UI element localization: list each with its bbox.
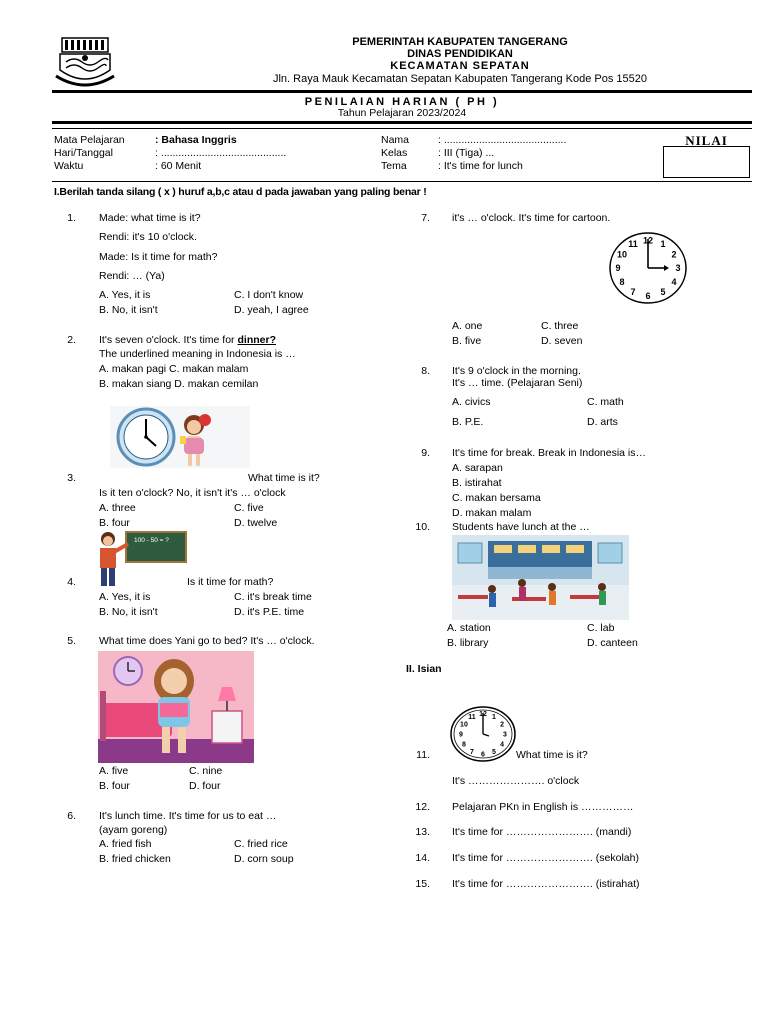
q12-line1[interactable]: Pelajaran PKn in English is …………… (452, 801, 634, 813)
info-rule-top (52, 128, 752, 129)
clock-numeral: 4 (671, 276, 677, 287)
q2-options-ac[interactable]: A. makan pagi C. makan malam (99, 363, 249, 375)
clock-numeral: 8 (461, 741, 466, 749)
clock-numeral: 6 (645, 290, 651, 301)
nama-label: Nama (381, 134, 410, 146)
clock-numeral: 10 (617, 249, 628, 260)
q5-illustration (98, 651, 254, 763)
q11-clock (449, 705, 517, 763)
clock-numeral: 5 (492, 748, 496, 756)
q6-number: 6. (67, 810, 76, 822)
kelas-value: : III (Tiga) ... (438, 147, 495, 159)
clock-numeral: 3 (675, 263, 681, 274)
q14-line1[interactable]: It's time for ……………………. (sekolah) (452, 852, 639, 864)
q3-number: 3. (67, 472, 76, 484)
clock-numeral: 6 (481, 751, 485, 759)
q9-option-d[interactable]: D. makan malam (452, 507, 532, 519)
nilai-label: NILAI (685, 133, 728, 148)
q8-option-b[interactable]: B. P.E. (452, 416, 484, 428)
q4-option-a[interactable]: A. Yes, it is (99, 591, 151, 603)
section-2-title: II. Isian (406, 663, 442, 675)
q5-line1: What time does Yani go to bed? It's … o'clock. (99, 635, 315, 647)
q1-option-c[interactable]: C. I don't know (234, 289, 304, 301)
q14-number: 14. (415, 852, 430, 864)
header-rule-bottom (52, 121, 752, 124)
q9-line1: It's time for break. Break in Indonesia is… (452, 447, 647, 459)
q6-line1: It's lunch time. It's time for us to eat … (99, 810, 277, 822)
clock-numeral: 2 (500, 721, 505, 729)
q5-option-b[interactable]: B. four (99, 780, 130, 792)
q10-option-c[interactable]: C. lab (587, 622, 615, 634)
q1-option-b[interactable]: B. No, it isn't (99, 304, 158, 316)
q8-number: 8. (421, 365, 430, 377)
q11-line1: What time is it? (516, 749, 588, 761)
q6-option-c[interactable]: C. fried rice (234, 838, 288, 850)
q4-option-c[interactable]: C. it's break time (234, 591, 312, 603)
header-line-1: PEMERINTAH KABUPATEN TANGERANG (352, 36, 568, 48)
q7-number: 7. (421, 212, 430, 224)
clock-numeral: 12 (642, 235, 654, 246)
q2-line2: The underlined meaning in Indonesia is … (99, 348, 296, 360)
q2-options-bd[interactable]: B. makan siang D. makan cemilan (99, 378, 259, 390)
info-rule-bottom (52, 181, 752, 182)
q3-illustration (110, 406, 250, 468)
clock-numeral: 1 (492, 713, 496, 721)
clock-numeral: 12 (479, 711, 487, 719)
q8-option-c[interactable]: C. math (587, 396, 624, 408)
q3-option-d[interactable]: D. twelve (234, 517, 278, 529)
q4-number: 4. (67, 576, 76, 588)
q5-option-c[interactable]: C. nine (189, 765, 223, 777)
header-line-3: KECAMATAN SEPATAN (390, 60, 530, 72)
academic-year: Tahun Pelajaran 2023/2024 (337, 107, 467, 119)
q5-number: 5. (67, 635, 76, 647)
q7-option-b[interactable]: B. five (452, 335, 482, 347)
section-1-instruction: I.Berilah tanda silang ( x ) huruf a,b,c atau d pada jawaban yang paling benar ! (54, 186, 427, 198)
q1-line3: Made: Is it time for math? (99, 251, 218, 263)
q2-line1: It's seven o'clock. It's time for dinner? (99, 334, 276, 346)
nama-value[interactable]: : .......................................... (438, 134, 567, 146)
q1-line2: Rendi: it's 10 o'clock. (99, 231, 197, 243)
q3-line1: What time is it? (248, 472, 320, 484)
q7-option-a[interactable]: A. one (452, 320, 483, 332)
q7-option-d[interactable]: D. seven (541, 335, 583, 347)
exam-title: PENILAIAN HARIAN ( PH ) (304, 96, 500, 108)
clock-numeral: 3 (503, 731, 507, 739)
q9-option-b[interactable]: B. istirahat (452, 477, 502, 489)
q6-option-d[interactable]: D. corn soup (234, 853, 294, 865)
clock-numeral: 11 (628, 239, 638, 250)
waktu-value: : 60 Menit (155, 160, 202, 172)
q13-number: 13. (415, 826, 430, 838)
q3-line2: Is it ten o'clock? No, it isn't it's … o'clock (99, 487, 286, 499)
q6-option-b[interactable]: B. fried chicken (99, 853, 171, 865)
mapel-label: Mata Pelajaran (54, 134, 125, 146)
q8-option-a[interactable]: A. civics (452, 396, 491, 408)
clock-numeral: 8 (619, 276, 625, 287)
q5-option-a[interactable]: A. five (99, 765, 129, 777)
q7-clock (606, 231, 690, 305)
q6-line2: (ayam goreng) (99, 824, 168, 836)
q12-number: 12. (415, 801, 430, 813)
clock-numeral: 9 (459, 731, 463, 739)
q2-underlined-word: dinner? (237, 334, 276, 346)
header-address: Jln. Raya Mauk Kecamatan Sepatan Kabupaten Tangerang Kode Pos 15520 (272, 73, 648, 85)
nilai-box[interactable] (663, 146, 750, 178)
clock-numeral: 7 (470, 748, 474, 756)
q7-option-c[interactable]: C. three (541, 320, 579, 332)
q11-number: 11. (416, 749, 430, 761)
hari-value[interactable]: : ........................................... (155, 147, 287, 159)
clock-numeral: 1 (660, 239, 666, 250)
clock-numeral: 4 (500, 741, 505, 749)
q15-line1[interactable]: It's time for ……………………. (istirahat) (452, 878, 640, 890)
header-rule-top (52, 90, 752, 93)
q10-number: 10. (415, 521, 430, 533)
q9-number: 9. (421, 447, 430, 459)
clock-numeral: 11 (468, 713, 476, 721)
q8-option-d[interactable]: D. arts (587, 416, 618, 428)
q11-answer-line[interactable]: It's …………………. o'clock (452, 775, 580, 787)
q8-line1: It's 9 o'clock in the morning. (452, 365, 581, 377)
clock-numeral: 2 (671, 249, 677, 260)
q1-line1: Made: what time is it? (99, 212, 201, 224)
q1-number: 1. (67, 212, 76, 224)
hari-label: Hari/Tanggal (54, 147, 113, 159)
q9-option-a[interactable]: A. sarapan (452, 462, 503, 474)
q13-line1[interactable]: It's time for ……………………. (mandi) (452, 826, 632, 838)
clock-numeral: 9 (615, 263, 621, 274)
q7-line1: it's … o'clock. It's time for cartoon. (452, 212, 611, 224)
clock-numeral: 7 (630, 287, 636, 298)
q4-option-d[interactable]: D. it's P.E. time (234, 606, 305, 618)
canteen-counter-icon (488, 541, 592, 567)
q10-option-a[interactable]: A. station (447, 622, 491, 634)
q10-option-d[interactable]: D. canteen (587, 637, 638, 649)
q5-option-d[interactable]: D. four (189, 780, 221, 792)
mapel-value: : Bahasa Inggris (155, 134, 237, 146)
q2-number: 2. (67, 334, 76, 346)
q1-option-a[interactable]: A. Yes, it is (99, 289, 151, 301)
q4-option-b[interactable]: B. No, it isn't (99, 606, 158, 618)
q1-line4: Rendi: … (Ya) (99, 270, 165, 282)
q8-line2: It's … time. (Pelajaran Seni) (452, 377, 583, 389)
waktu-label: Waktu (54, 160, 84, 172)
q9-option-c[interactable]: C. makan bersama (452, 492, 541, 504)
kelas-label: Kelas (381, 147, 408, 159)
q3-option-b[interactable]: B. four (99, 517, 130, 529)
header-line-2: DINAS PENDIDIKAN (407, 48, 513, 60)
tema-value: : It's time for lunch (438, 160, 523, 172)
kabupaten-logo (54, 36, 116, 92)
q10-canteen-illustration (452, 535, 629, 620)
q4-board-text: 100 - 50 = ? (134, 537, 169, 544)
q3-option-c[interactable]: C. five (234, 502, 264, 514)
q10-option-b[interactable]: B. library (447, 637, 489, 649)
clock-numeral: 5 (660, 287, 666, 298)
drawer-icon (212, 711, 242, 743)
q1-option-d[interactable]: D. yeah, I agree (234, 304, 309, 316)
tema-label: Tema (381, 160, 407, 172)
q10-line1: Students have lunch at the … (452, 521, 590, 533)
q4-line1: Is it time for math? (187, 576, 274, 588)
clock-numeral: 10 (460, 721, 468, 729)
student-icon (488, 585, 496, 593)
q3-option-a[interactable]: A. three (99, 502, 136, 514)
q6-option-a[interactable]: A. fried fish (99, 838, 152, 850)
q15-number: 15. (415, 878, 430, 890)
